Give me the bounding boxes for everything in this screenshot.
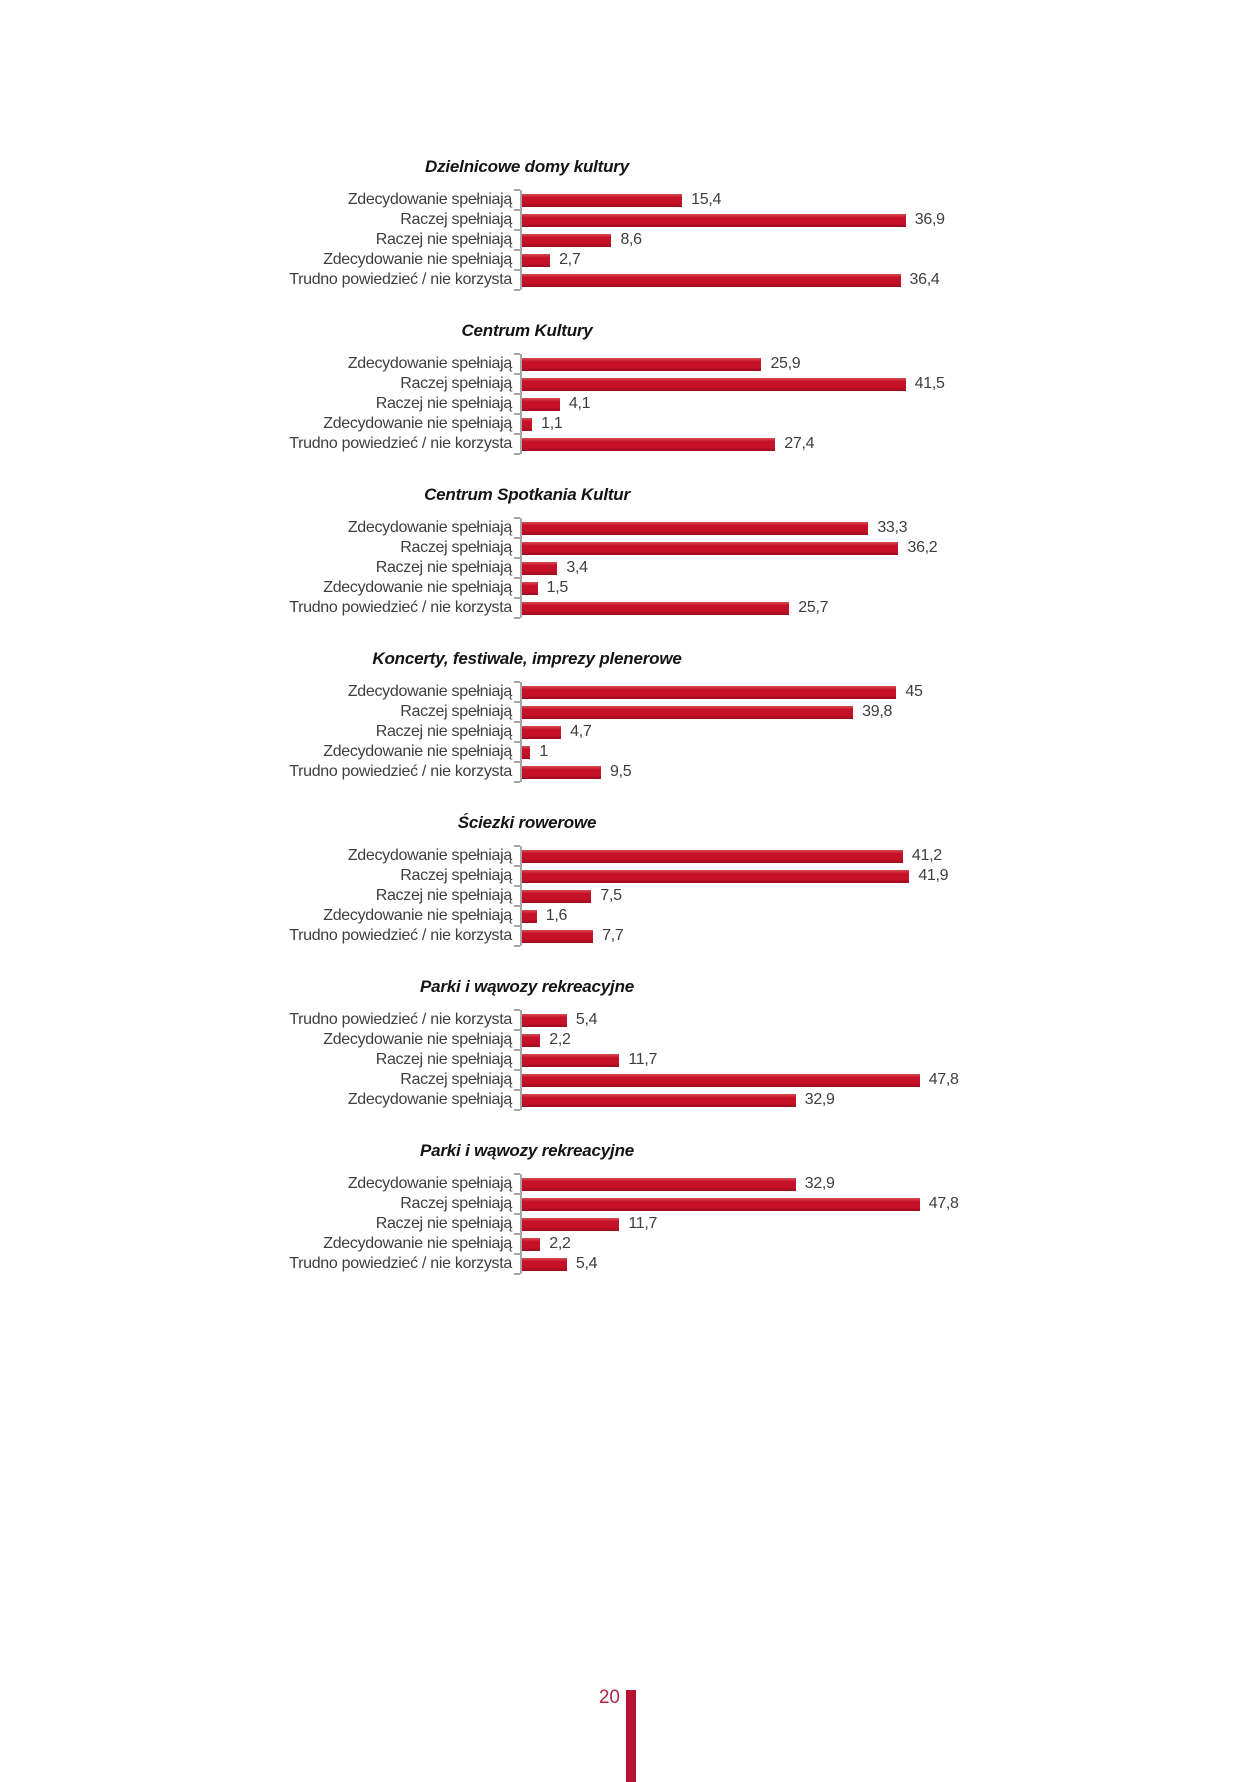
chart-row bbox=[222, 1194, 959, 1214]
chart-row bbox=[222, 906, 938, 926]
bar-chart bbox=[222, 648, 938, 782]
bar bbox=[522, 1094, 796, 1107]
chart-row bbox=[222, 1214, 938, 1234]
chart-row bbox=[222, 1070, 959, 1090]
plot-area bbox=[520, 394, 938, 414]
bar bbox=[522, 1258, 567, 1271]
plot-area bbox=[520, 250, 938, 270]
category-label: Trudno powiedzieć / nie korzysta bbox=[289, 435, 512, 452]
plot-area bbox=[520, 886, 938, 906]
category-label: Raczej nie spełniają bbox=[375, 231, 512, 248]
bar bbox=[522, 602, 789, 615]
category-label: Trudno powiedzieć / nie korzysta bbox=[289, 1255, 512, 1272]
value-label: 8,6 bbox=[620, 231, 642, 248]
bar bbox=[522, 890, 591, 903]
bar bbox=[522, 1238, 540, 1251]
chart-title: Centrum Kultury bbox=[461, 321, 593, 340]
category-label: Raczej spełniają bbox=[400, 867, 512, 884]
plot-area bbox=[520, 1234, 938, 1254]
chart-rows bbox=[222, 518, 938, 618]
chart-rows bbox=[222, 1174, 959, 1274]
chart-row bbox=[222, 250, 938, 270]
chart-row bbox=[222, 434, 938, 454]
bar bbox=[522, 1014, 567, 1027]
bar bbox=[522, 214, 906, 227]
value-label: 11,7 bbox=[628, 1051, 658, 1068]
value-label: 36,2 bbox=[907, 539, 938, 556]
chart-row bbox=[222, 538, 938, 558]
bar bbox=[522, 746, 530, 759]
plot-area bbox=[520, 682, 938, 702]
bar bbox=[522, 726, 561, 739]
category-label: Zdecydowanie nie spełniają bbox=[323, 251, 512, 268]
plot-area bbox=[520, 1070, 959, 1090]
plot-area bbox=[520, 1254, 938, 1274]
bar bbox=[522, 358, 761, 371]
value-label: 2,7 bbox=[559, 251, 581, 268]
bar bbox=[522, 582, 538, 595]
bar bbox=[522, 1178, 796, 1191]
bar-chart bbox=[222, 1140, 959, 1274]
plot-area bbox=[520, 1214, 938, 1234]
chart-row bbox=[222, 518, 938, 538]
bar bbox=[522, 274, 901, 287]
chart-row bbox=[222, 742, 938, 762]
category-label: Zdecydowanie nie spełniają bbox=[323, 415, 512, 432]
chart-rows bbox=[222, 1010, 959, 1110]
category-label: Trudno powiedzieć / nie korzysta bbox=[289, 927, 512, 944]
category-label: Zdecydowanie spełniają bbox=[347, 683, 512, 700]
chart-row bbox=[222, 1254, 938, 1274]
chart-title: Parki i wąwozy rekreacyjne bbox=[419, 977, 635, 996]
plot-area bbox=[520, 374, 945, 394]
chart-row bbox=[222, 210, 945, 230]
chart-row bbox=[222, 722, 938, 742]
category-label: Raczej spełniają bbox=[400, 211, 512, 228]
bar bbox=[522, 910, 537, 923]
plot-area bbox=[520, 866, 949, 886]
bar bbox=[522, 766, 601, 779]
value-label: 3,4 bbox=[566, 559, 588, 576]
page-number: 20 bbox=[598, 1687, 620, 1708]
chart-row bbox=[222, 270, 938, 290]
category-label: Raczej spełniają bbox=[400, 539, 512, 556]
value-label: 36,9 bbox=[914, 211, 945, 228]
plot-area bbox=[520, 538, 938, 558]
category-label: Zdecydowanie spełniają bbox=[347, 355, 512, 372]
value-label: 32,9 bbox=[804, 1175, 835, 1192]
chart-row bbox=[222, 1234, 938, 1254]
plot-area bbox=[520, 702, 938, 722]
category-label: Trudno powiedzieć / nie korzysta bbox=[289, 1011, 512, 1028]
value-label: 4,1 bbox=[568, 395, 591, 412]
chart-rows bbox=[222, 846, 949, 946]
bar bbox=[522, 378, 906, 391]
category-label: Zdecydowanie nie spełniają bbox=[323, 1235, 512, 1252]
chart-title: Centrum Spotkania Kultur bbox=[424, 485, 630, 504]
category-label: Raczej nie spełniają bbox=[375, 1215, 512, 1232]
plot-area bbox=[520, 1194, 959, 1214]
plot-area bbox=[520, 414, 938, 434]
plot-area bbox=[520, 926, 938, 946]
plot-area bbox=[520, 558, 938, 578]
category-label: Zdecydowanie spełniają bbox=[347, 1091, 512, 1108]
plot-area bbox=[520, 518, 938, 538]
bar bbox=[522, 438, 775, 451]
chart-row bbox=[222, 578, 938, 598]
bar-chart bbox=[222, 156, 945, 290]
category-label: Zdecydowanie nie spełniają bbox=[323, 1031, 512, 1048]
value-label: 39,8 bbox=[862, 703, 893, 720]
plot-area bbox=[520, 354, 938, 374]
plot-area bbox=[520, 190, 938, 210]
plot-area bbox=[520, 906, 938, 926]
value-label: 41,9 bbox=[918, 867, 949, 884]
value-label: 32,9 bbox=[804, 1091, 835, 1108]
category-label: Raczej spełniają bbox=[400, 703, 512, 720]
value-label: 1,5 bbox=[546, 579, 568, 596]
bar bbox=[522, 1034, 540, 1047]
chart-row bbox=[222, 762, 938, 782]
bar bbox=[522, 562, 557, 575]
chart-row bbox=[222, 414, 938, 434]
plot-area bbox=[520, 1050, 938, 1070]
bar-chart bbox=[222, 484, 938, 618]
chart-row bbox=[222, 394, 938, 414]
value-label: 4,7 bbox=[570, 723, 592, 740]
chart-row bbox=[222, 702, 938, 722]
chart-row bbox=[222, 598, 938, 618]
chart-title: Ściezki rowerowe bbox=[457, 813, 597, 832]
bar bbox=[522, 1074, 920, 1087]
bar-chart bbox=[222, 976, 959, 1110]
chart-row bbox=[222, 230, 938, 250]
chart-rows bbox=[222, 354, 945, 454]
category-label: Raczej nie spełniają bbox=[375, 1051, 512, 1068]
value-label: 1,1 bbox=[541, 415, 563, 432]
value-label: 2,2 bbox=[549, 1031, 571, 1048]
bar bbox=[522, 194, 682, 207]
plot-area bbox=[520, 1090, 938, 1110]
plot-area bbox=[520, 1174, 938, 1194]
category-label: Zdecydowanie spełniają bbox=[347, 1175, 512, 1192]
bar bbox=[522, 1218, 619, 1231]
bar bbox=[522, 706, 853, 719]
chart-row bbox=[222, 354, 938, 374]
chart-row bbox=[222, 374, 945, 394]
plot-area bbox=[520, 1010, 938, 1030]
chart-row bbox=[222, 682, 938, 702]
value-label: 2,2 bbox=[549, 1235, 571, 1252]
bar-chart bbox=[222, 320, 945, 454]
bar bbox=[522, 930, 593, 943]
value-label: 25,7 bbox=[798, 599, 829, 616]
plot-area bbox=[520, 722, 938, 742]
value-label: 1 bbox=[539, 743, 548, 760]
category-label: Raczej spełniają bbox=[400, 1195, 512, 1212]
chart-row bbox=[222, 926, 938, 946]
plot-area bbox=[520, 742, 938, 762]
chart-row bbox=[222, 846, 942, 866]
value-label: 33,3 bbox=[877, 519, 908, 536]
bar bbox=[522, 686, 896, 699]
category-label: Zdecydowanie nie spełniają bbox=[323, 579, 512, 596]
category-label: Raczej nie spełniają bbox=[375, 887, 512, 904]
category-label: Zdecydowanie spełniają bbox=[347, 519, 512, 536]
bar bbox=[522, 850, 903, 863]
bar bbox=[522, 254, 550, 267]
charts-section bbox=[222, 156, 959, 1304]
category-label: Raczej spełniają bbox=[400, 1071, 512, 1088]
chart-row bbox=[222, 1090, 938, 1110]
bar bbox=[522, 542, 898, 555]
bar-chart bbox=[222, 812, 949, 946]
chart-row bbox=[222, 558, 938, 578]
value-label: 11,7 bbox=[628, 1215, 658, 1232]
plot-area bbox=[520, 846, 942, 866]
chart-row bbox=[222, 886, 938, 906]
category-label: Zdecydowanie nie spełniają bbox=[323, 907, 512, 924]
value-label: 7,5 bbox=[600, 887, 622, 904]
chart-row bbox=[222, 190, 938, 210]
plot-area bbox=[520, 270, 938, 290]
bar bbox=[522, 234, 611, 247]
category-label: Zdecydowanie spełniają bbox=[347, 191, 512, 208]
value-label: 7,7 bbox=[602, 927, 624, 944]
value-label: 5,4 bbox=[575, 1255, 598, 1272]
value-label: 9,5 bbox=[610, 763, 632, 780]
category-label: Trudno powiedzieć / nie korzysta bbox=[289, 271, 512, 288]
value-label: 15,4 bbox=[691, 191, 722, 208]
value-label: 1,6 bbox=[545, 907, 568, 924]
chart-rows bbox=[222, 190, 945, 290]
chart-rows bbox=[222, 682, 938, 782]
value-label: 41,5 bbox=[914, 375, 945, 392]
bar bbox=[522, 418, 532, 431]
bar bbox=[522, 522, 868, 535]
value-label: 45 bbox=[905, 683, 923, 700]
value-label: 5,4 bbox=[575, 1011, 598, 1028]
bar bbox=[522, 870, 909, 883]
plot-area bbox=[520, 434, 938, 454]
value-label: 27,4 bbox=[784, 435, 815, 452]
chart-row bbox=[222, 1174, 938, 1194]
chart-row bbox=[222, 1010, 938, 1030]
plot-area bbox=[520, 578, 938, 598]
category-label: Raczej nie spełniają bbox=[375, 559, 512, 576]
category-label: Raczej spełniają bbox=[400, 375, 512, 392]
category-label: Raczej nie spełniają bbox=[375, 395, 512, 412]
value-label: 41,2 bbox=[911, 847, 942, 864]
value-label: 47,8 bbox=[928, 1195, 959, 1212]
plot-area bbox=[520, 598, 938, 618]
plot-area bbox=[520, 230, 938, 250]
chart-row bbox=[222, 866, 949, 886]
category-label: Zdecydowanie nie spełniają bbox=[323, 743, 512, 760]
chart-title: Parki i wąwozy rekreacyjne bbox=[419, 1141, 635, 1160]
value-label: 47,8 bbox=[928, 1071, 959, 1088]
bar bbox=[522, 398, 560, 411]
category-label: Trudno powiedzieć / nie korzysta bbox=[289, 599, 512, 616]
plot-area bbox=[520, 1030, 938, 1050]
bar bbox=[522, 1198, 920, 1211]
plot-area bbox=[520, 210, 945, 230]
value-label: 25,9 bbox=[770, 355, 801, 372]
category-label: Zdecydowanie spełniają bbox=[347, 847, 512, 864]
bar bbox=[522, 1054, 619, 1067]
chart-row bbox=[222, 1050, 938, 1070]
value-label: 36,4 bbox=[909, 271, 940, 288]
chart-row bbox=[222, 1030, 938, 1050]
footer-accent-bar bbox=[626, 1690, 636, 1782]
plot-area bbox=[520, 762, 938, 782]
chart-title: Dzielnicowe domy kultury bbox=[425, 157, 629, 176]
category-label: Trudno powiedzieć / nie korzysta bbox=[289, 763, 512, 780]
category-label: Raczej nie spełniają bbox=[375, 723, 512, 740]
chart-title: Koncerty, festiwale, imprezy plenerowe bbox=[372, 649, 682, 668]
